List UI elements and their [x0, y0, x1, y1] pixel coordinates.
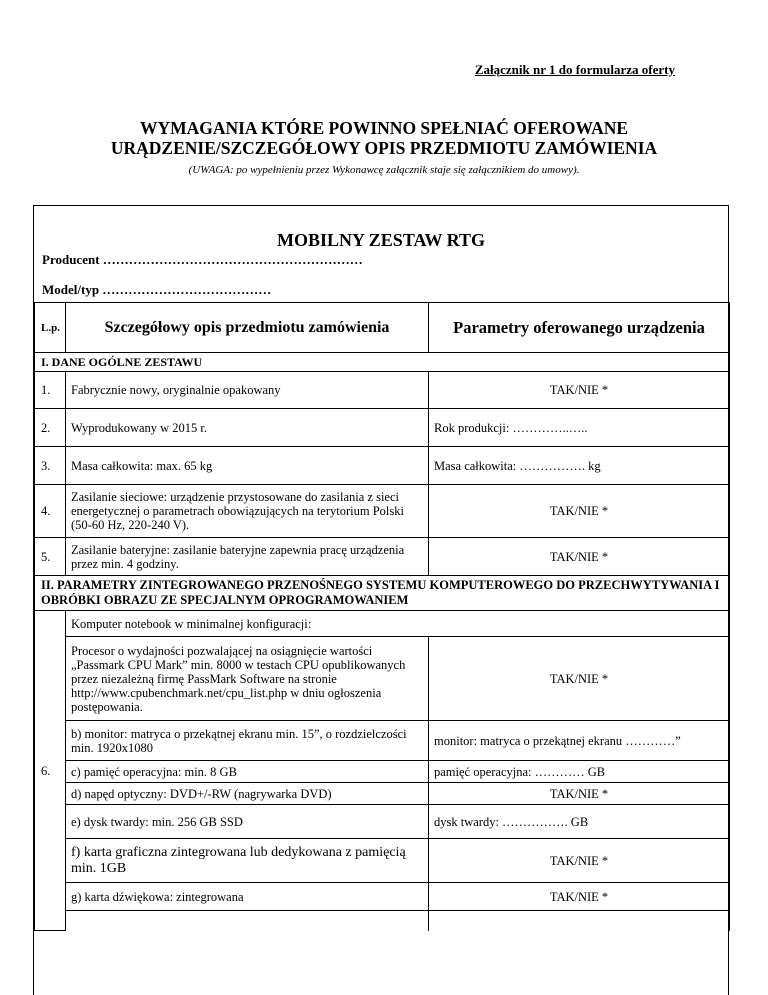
row-description: Zasilanie bateryjne: zasilanie bateryjne zapewnia pracę urządzenia przez min. 4 godziny. — [66, 538, 429, 576]
row-parameter: Masa całkowita: ……………. kg — [429, 447, 730, 485]
requirements-box — [33, 205, 729, 995]
row-parameter: TAK/NIE * — [429, 637, 730, 721]
table-row — [35, 637, 730, 721]
header-parameters: Parametry oferowanego urządzenia — [429, 303, 730, 353]
row-description — [66, 911, 429, 931]
table-row — [35, 839, 730, 883]
row-parameter: TAK/NIE * — [429, 372, 730, 409]
table-row — [35, 447, 730, 485]
row-description: Masa całkowita: max. 65 kg — [66, 447, 429, 485]
section-2-title: II. PARAMETRY ZINTEGROWANEGO PRZENOŚNEGO SYSTEMU KOMPUTEROWEGO DO PRZECHWYTYWANIA I OBRÓBKI OBRAZU ZE SPECJALNYM OPROGRAMOWANIEM — [35, 576, 730, 611]
row-description: g) karta dźwiękowa: zintegrowana — [66, 883, 429, 911]
section-row — [35, 353, 730, 372]
table-row — [35, 372, 730, 409]
table-row — [35, 761, 730, 783]
table-header-row — [35, 303, 730, 353]
row-number: 5. — [35, 538, 66, 576]
row-parameter: TAK/NIE * — [429, 839, 730, 883]
title-line-2: URĄDZENIE/SZCZEGÓŁOWY OPIS PRZEDMIOTU ZAMÓWIENIA — [110, 138, 658, 158]
row-number: 3. — [35, 447, 66, 485]
row-description: c) pamięć operacyjna: min. 8 GB — [66, 761, 429, 783]
box-title: MOBILNY ZESTAW RTG — [276, 230, 486, 250]
row-description: Zasilanie sieciowe: urządzenie przystosowane do zasilania z sieci energetycznej o parametrach obowiązujących na terytorium Polski (50-60 Hz, 220-240 V). — [66, 485, 429, 538]
row-description: Wyprodukowany w 2015 r. — [66, 409, 429, 447]
table-row — [35, 409, 730, 447]
row-parameter: TAK/NIE * — [429, 783, 730, 805]
section-row — [35, 576, 730, 611]
table-row — [35, 883, 730, 911]
row-description: Komputer notebook w minimalnej konfiguracji: — [66, 611, 730, 637]
row-parameter: monitor: matryca o przekątnej ekranu …………” — [429, 721, 730, 761]
row-parameter: dysk twardy: ……………. GB — [429, 805, 730, 839]
requirements-table — [34, 302, 730, 931]
row-description: f) karta graficzna zintegrowana lub dedykowana z pamięcią min. 1GB — [66, 839, 429, 883]
row-number: 6. — [35, 611, 66, 931]
row-description: Fabrycznie nowy, oryginalnie opakowany — [66, 372, 429, 409]
header-description: Szczegółowy opis przedmiotu zamówienia — [66, 303, 429, 353]
model-field: Model/typ ………………………………… — [42, 282, 272, 297]
document-title — [0, 118, 768, 158]
row-number: 1. — [35, 372, 66, 409]
row-description: d) napęd optyczny: DVD+/-RW (nagrywarka DVD) — [66, 783, 429, 805]
row-parameter: TAK/NIE * — [429, 485, 730, 538]
table-row — [35, 538, 730, 576]
table-row — [35, 611, 730, 637]
row-parameter: TAK/NIE * — [429, 538, 730, 576]
table-row — [35, 783, 730, 805]
row-number: 2. — [35, 409, 66, 447]
section-1-title: I. DANE OGÓLNE ZESTAWU — [35, 353, 730, 372]
table-row — [35, 721, 730, 761]
title-line-1: WYMAGANIA KTÓRE POWINNO SPEŁNIAĆ OFEROWANE — [139, 118, 629, 138]
document-note: (UWAGA: po wypełnieniu przez Wykonawcę załącznik staje się załącznikiem do umowy). — [188, 164, 580, 176]
row-number: 4. — [35, 485, 66, 538]
producent-field: Producent …………………………………………………… — [42, 252, 363, 267]
table-row — [35, 805, 730, 839]
row-description: Procesor o wydajności pozwalającej na osiągnięcie wartości „Passmark CPU Mark” min. 8000 w testach CPU opublikowanych przez niezależną firmę PassMark Software na stronie http://www.cpubenchmark.net/cpu_list.php w dniu ogłoszenia postępowania. — [66, 637, 429, 721]
table-row — [35, 485, 730, 538]
row-description: e) dysk twardy: min. 256 GB SSD — [66, 805, 429, 839]
attachment-label: Załącznik nr 1 do formularza oferty — [474, 62, 675, 77]
row-description: b) monitor: matryca o przekątnej ekranu min. 15”, o rozdzielczości min. 1920x1080 — [66, 721, 429, 761]
row-parameter: Rok produkcji: …………..….. — [429, 409, 730, 447]
row-parameter: TAK/NIE * — [429, 883, 730, 911]
row-parameter — [429, 911, 730, 931]
row-parameter: pamięć operacyjna: ………… GB — [429, 761, 730, 783]
table-row — [35, 911, 730, 931]
header-lp: L.p. — [35, 303, 66, 353]
